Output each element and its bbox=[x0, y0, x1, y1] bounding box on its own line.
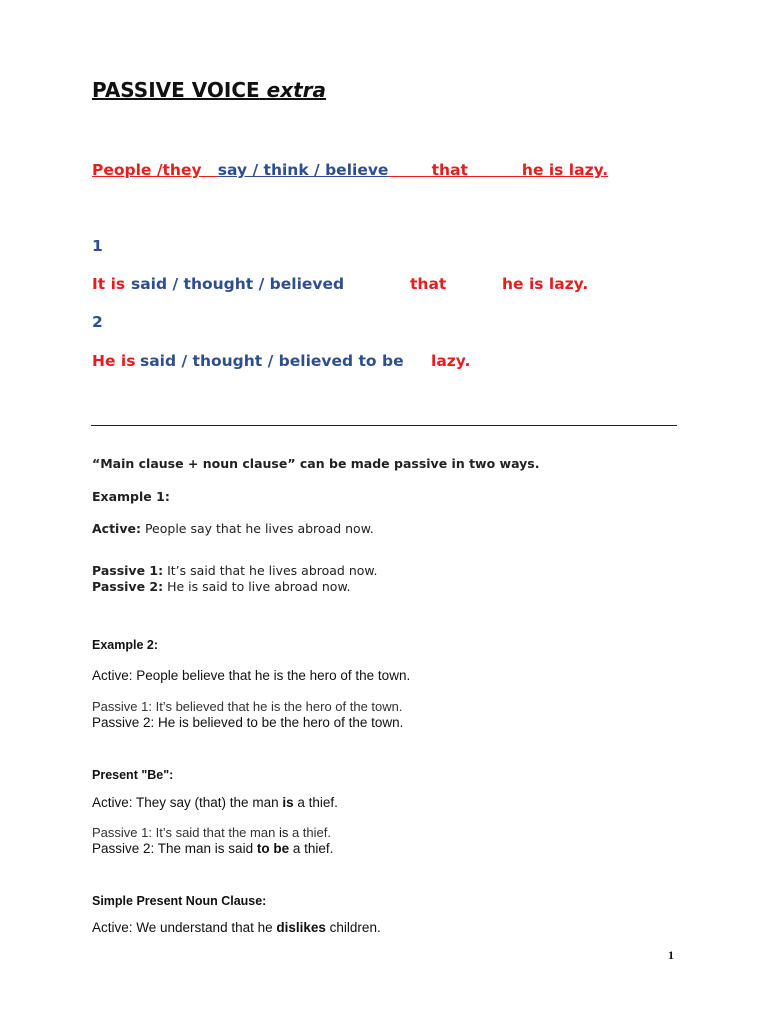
divider bbox=[91, 425, 677, 426]
pattern1-it-is: It is bbox=[92, 275, 126, 293]
pattern2-clause: lazy. bbox=[431, 352, 471, 370]
simple-present-active bbox=[92, 920, 381, 935]
present-be-passive2-post: a thief. bbox=[292, 841, 334, 856]
example1-heading: Example 1: bbox=[92, 489, 170, 504]
pattern1-verbs: said / thought / believed bbox=[131, 275, 345, 293]
page-number: 1 bbox=[668, 948, 674, 962]
pattern1-number: 1 bbox=[92, 237, 103, 255]
present-be-passive2 bbox=[92, 841, 333, 856]
present-be-passive1-bold: is bbox=[278, 825, 289, 840]
present-be-passive2-pre: Passive 2: The man is said bbox=[92, 841, 254, 856]
present-be-active-pre: Active: They say (that) the man bbox=[92, 795, 279, 810]
example1-passive2-text: He is said to live abroad now. bbox=[167, 579, 351, 594]
title-main: PASSIVE VOICE bbox=[92, 78, 260, 102]
present-be-passive1 bbox=[92, 825, 331, 840]
pattern2-he-is: He is bbox=[92, 352, 136, 370]
formula-that: that bbox=[431, 161, 468, 179]
example2-active: Active: People believe that he is the hero of the town. bbox=[92, 668, 411, 683]
present-be-passive2-bold: to be bbox=[256, 841, 290, 856]
present-be-active bbox=[92, 795, 338, 810]
example1-active bbox=[92, 521, 374, 536]
formula-subject: People /they bbox=[92, 161, 202, 179]
present-be-active-bold: is bbox=[282, 795, 294, 810]
example1-passive1 bbox=[92, 563, 377, 578]
example1-passive1-label: Passive 1: bbox=[92, 563, 164, 578]
example1-passive2-label: Passive 2: bbox=[92, 579, 164, 594]
pattern2-verbs: said / thought / believed to be bbox=[140, 352, 404, 370]
example1-active-text: People say that he lives abroad now. bbox=[144, 521, 374, 536]
present-be-passive1-pre: Passive 1: It’s said that the man bbox=[92, 825, 276, 840]
pattern2-number: 2 bbox=[92, 313, 103, 331]
formula-line bbox=[92, 161, 608, 179]
simple-present-active-bold: dislikes bbox=[276, 920, 326, 935]
title-extra: extra bbox=[266, 78, 327, 102]
formula-verbs: say / think / believe bbox=[217, 161, 389, 179]
example1-active-label: Active: bbox=[92, 521, 141, 536]
intro-text: “Main clause + noun clause” can be made passive in two ways. bbox=[92, 456, 540, 471]
simple-present-active-pre: Active: We understand that he bbox=[92, 920, 273, 935]
present-be-passive1-post: a thief. bbox=[291, 825, 331, 840]
simple-present-active-post: children. bbox=[329, 920, 381, 935]
present-be-heading: Present "Be": bbox=[92, 768, 174, 782]
example1-passive1-text: It’s said that he lives abroad now. bbox=[167, 563, 378, 578]
example1-passive2 bbox=[92, 579, 351, 594]
page-title bbox=[92, 78, 326, 102]
pattern1-clause: he is lazy. bbox=[502, 275, 589, 293]
example2-passive1: Passive 1: It’s believed that he is the hero of the town. bbox=[92, 699, 403, 714]
example2-passive2: Passive 2: He is believed to be the hero of the town. bbox=[92, 715, 404, 730]
simple-present-heading: Simple Present Noun Clause: bbox=[92, 894, 267, 908]
present-be-active-post: a thief. bbox=[297, 795, 338, 810]
pattern1-that: that bbox=[410, 275, 447, 293]
formula-clause: he is lazy. bbox=[521, 161, 609, 179]
example2-heading: Example 2: bbox=[92, 638, 159, 652]
